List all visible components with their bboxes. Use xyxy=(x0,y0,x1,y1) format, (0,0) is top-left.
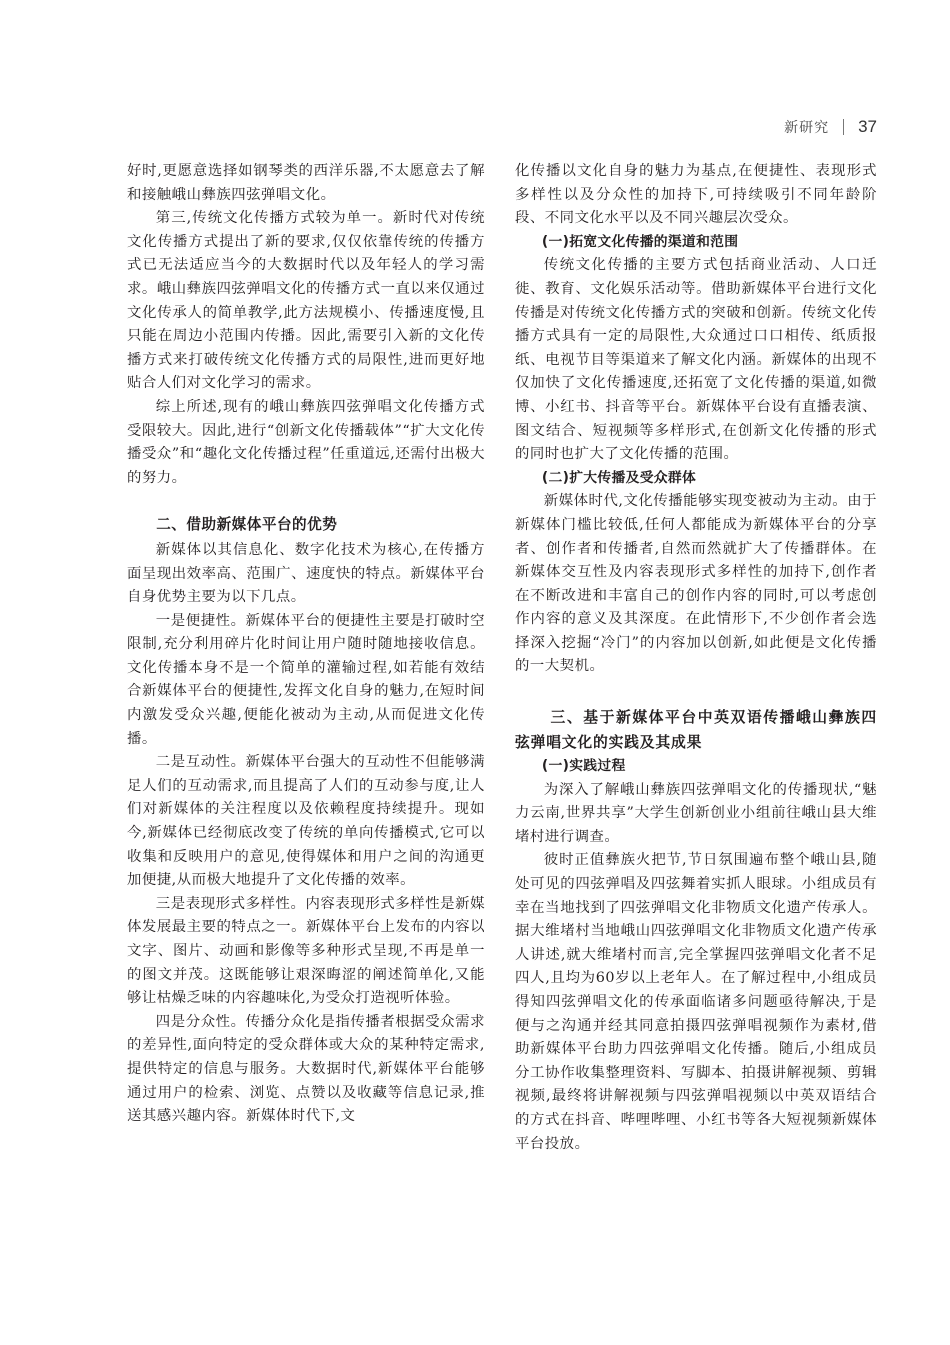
paragraph: 二是互动性。新媒体平台强大的互动性不但能够满足人们的互动需求,而且提高了人们的互动参与度,让人们对新媒体的关注程度以及依赖程度持续提升。现如今,新媒体已经彻底改变了传统的单向传播模式,它可以收集和反映用户的意见,使得媒体和用户之间的沟通更加便捷,从而极大地提升了文化传播的效率。 xyxy=(127,754,485,889)
paragraph: 好时,更愿意选择如钢琴类的西洋乐器,不太愿意去了解和接触峨山彝族四弦弹唱文化。 xyxy=(127,163,485,203)
header-divider xyxy=(843,119,844,135)
paragraph: 为深入了解峨山彝族四弦弹唱文化的传播现状,“魅力云南,世界共享”大学生创新创业小组前往峨山县大维堵村进行调查。 xyxy=(515,781,877,845)
paragraph: 四是分众性。传播分众化是指传播者根据受众需求的差异性,面向特定的受众群体或大众的某种特定需求,提供特定的信息与服务。大数据时代,新媒体平台能够通过用户的检索、浏览、点赞以及收藏等信息记录,推送其感兴趣内容。新媒体时代下,文 xyxy=(127,1013,485,1125)
right-column xyxy=(515,160,877,1156)
paragraph: 综上所述,现有的峨山彝族四弦弹唱文化传播方式受限较大。因此,进行“创新文化传播载体”“扩大文化传播受众”和“趣化文化传播过程”任重道远,还需付出极大的努力。 xyxy=(127,398,485,486)
paragraph: 一是便捷性。新媒体平台的便捷性主要是打破时空限制,充分利用碎片化时间让用户随时随地接收信息。文化传播本身不是一个简单的灌输过程,如若能有效结合新媒体平台的便捷性,发挥文化自身的魅力,在短时间内激发受众兴趣,便能化被动为主动,从而促进文化传播。 xyxy=(127,612,485,747)
subsection-heading: (一)实践过程 xyxy=(541,758,626,775)
paragraph: 第三,传统文化传播方式较为单一。新时代对传统文化传播方式提出了新的要求,仅仅依靠传统的传播方式已无法适应当今的大数据时代以及年轻人的学习需求。峨山彝族四弦弹唱文化的传播方式一直以来仅通过文化传承人的简单教学,此方法规模小、传播速度慢,且只能在周边小范围内传播。因此,需要引入新的文化传播方式来打破传统文化传播方式的局限性,进而更好地贴合人们对文化学习的需求。 xyxy=(127,210,485,392)
section-heading: 三、基于新媒体平台中英双语传播峨山彝族四弦弹唱文化的实践及其成果 xyxy=(515,709,877,752)
paragraph: 彼时正值彝族火把节,节日氛围遍布整个峨山县,随处可见的四弦弹唱及四弦舞着实抓人眼球。小组成员有幸在当地找到了四弦弹唱文化非物质文化遗产传承人。据大维堵村当地峨山四弦弹唱文化非物质文化遗产传承人讲述,就大维堵村而言,完全掌握四弦弹唱文化者不足四人,且均为60岁以上老年人。在了解过程中,小组成员得知四弦弹唱文化的传承面临诸多问题亟待解决,于是便与之沟通并经其同意拍摄四弦弹唱视频作为素材,借助新媒体平台助力四弦弹唱文化传播。随后,小组成员分工协作收集整理资料、写脚本、拍摄讲解视频、剪辑视频,最终将讲解视频与四弦弹唱视频以中英双语结合的方式在抖音、哔哩哔哩、小红书等各大短视频新媒体平台投放。 xyxy=(515,852,877,1152)
left-column xyxy=(127,160,485,1129)
paragraph: 传统文化传播的主要方式包括商业活动、人口迁徙、教育、文化娱乐活动等。借助新媒体平台进行文化传播是对传统文化传播方式的突破和创新。传统文化传播方式具有一定的局限性,大众通过口口相传、纸质报纸、电视节目等渠道来了解文化内涵。新媒体的出现不仅加快了文化传播速度,还拓宽了文化传播的渠道,如微博、小红书、抖音等平台。新媒体平台设有直播表演、图文结合、短视频等多样形式,在创新文化传播的形式的同时也扩大了文化传播的范围。 xyxy=(515,257,877,463)
paragraph: 新媒体以其信息化、数字化技术为核心,在传播方面呈现出效率高、范围广、速度快的特点。新媒体平台自身优势主要为以下几点。 xyxy=(127,541,485,606)
section-heading: 二、借助新媒体平台的优势 xyxy=(156,516,338,534)
paragraph: 化传播以文化自身的魅力为基点,在便捷性、表现形式多样性以及分众性的加持下,可持续吸引不同年龄阶段、不同文化水平以及不同兴趣层次受众。 xyxy=(515,163,877,227)
subsection-heading: (二)扩大传播及受众群体 xyxy=(541,469,697,486)
paragraph: 三是表现形式多样性。内容表现形式多样性是新媒体发展最主要的特点之一。新媒体平台上发布的内容以文字、图片、动画和影像等多种形式呈现,不再是单一的图文并茂。这既能够让艰深晦涩的阐述简单化,又能够让枯燥乏味的内容趣味化,为受众打造视听体验。 xyxy=(127,895,485,1007)
subsection-heading: (一)拓宽文化传播的渠道和范围 xyxy=(541,233,739,250)
paragraph: 新媒体时代,文化传播能够实现变被动为主动。由于新媒体门槛比较低,任何人都能成为新媒体平台的分享者、创作者和传播者,自然而然就扩大了传播群体。在新媒体交互性及内容表现形式多样性的加持下,创作者在不断改进和丰富自己的创作内容的同时,可以考虑创作内容的意义及其深度。在此情形下,不少创作者会选择深入挖掘“冷门”的内容加以创新,如此便是文化传播的一大契机。 xyxy=(515,493,877,675)
section-name: 新研究 xyxy=(784,120,830,136)
running-header xyxy=(784,117,877,137)
page-number: 37 xyxy=(858,117,877,136)
